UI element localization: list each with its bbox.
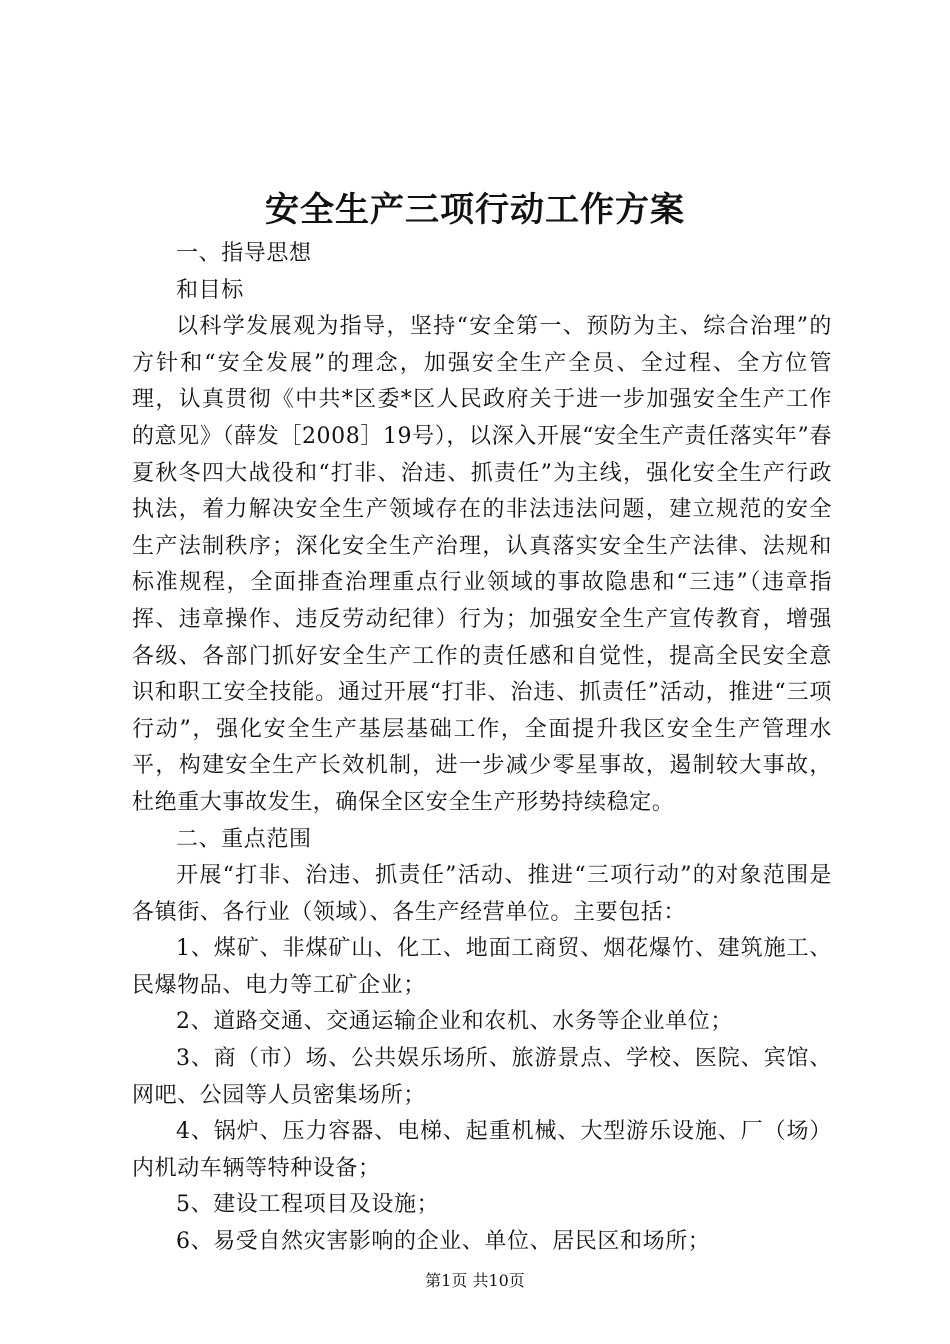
section-heading: 二、重点范围 bbox=[176, 826, 312, 852]
list-item: 4、锅炉、压力容器、电梯、起重机械、大型游乐设施、厂（场）内机动车辆等特种设备； bbox=[132, 1119, 832, 1181]
list-item: 6、易受自然灾害影响的企业、单位、居民区和场所； bbox=[176, 1229, 711, 1255]
page-number-footer: 第1页 共10页 bbox=[425, 1271, 525, 1290]
list-item: 5、建设工程项目及设施； bbox=[176, 1192, 440, 1218]
list-item: 3、商（市）场、公共娱乐场所、旅游景点、学校、医院、宾馆、网吧、公园等人员密集场所； bbox=[132, 1046, 832, 1108]
paragraph: 以科学发展观为指导，坚持“安全第一、预防为主、综合治理”的方针和“安全发展”的理念，加强安全生产全员、全过程、全方位管理，认真贯彻《中共*区委*区人民政府关于进一步加强安全生产工作的意见》（薛发［2008］19号），以深入开展“安全生产责任落实年”春夏秋冬四大战役和“打非、治违、抓责任”为主线，强化安全生产行政执法，着力解决安全生产领域存在的非法违法问题，建立规范的安全生产法制秩序；深化安全生产治理，认真落实安全生产法律、法规和标准规程，全面排查治理重点行业领域的事故隐患和“三违”（违章指挥、违章操作、违反劳动纪律）行为；加强安全生产宣传教育，增强各级、各部门抓好安全生产工作的责任感和自觉性，提高全民安全意识和职工安全技能。通过开展“打非、治违、抓责任”活动，推进“三项行动”，强化安全生产基层基础工作，全面提升我区安全生产管理水平，构建安全生产长效机制，进一步减少零星事故，遏制较大事故，杜绝重大事故发生，确保全区安全生产形势持续稳定。 bbox=[132, 314, 832, 815]
list-item: 2、道路交通、交通运输企业和农机、水务等企业单位； bbox=[176, 1009, 733, 1035]
paragraph: 开展“打非、治违、抓责任”活动、推进“三项行动”的对象范围是各镇街、各行业（领域）、各生产经营单位。主要包括： bbox=[132, 863, 832, 925]
list-item: 1、煤矿、非煤矿山、化工、地面工商贸、烟花爆竹、建筑施工、民爆物品、电力等工矿企业； bbox=[132, 936, 832, 998]
section-heading: 一、指导思想 bbox=[176, 241, 312, 266]
section-heading-continued: 和目标 bbox=[176, 277, 244, 303]
document-body bbox=[132, 236, 832, 1261]
document-title: 安全生产三项行动工作方案 bbox=[265, 190, 685, 230]
